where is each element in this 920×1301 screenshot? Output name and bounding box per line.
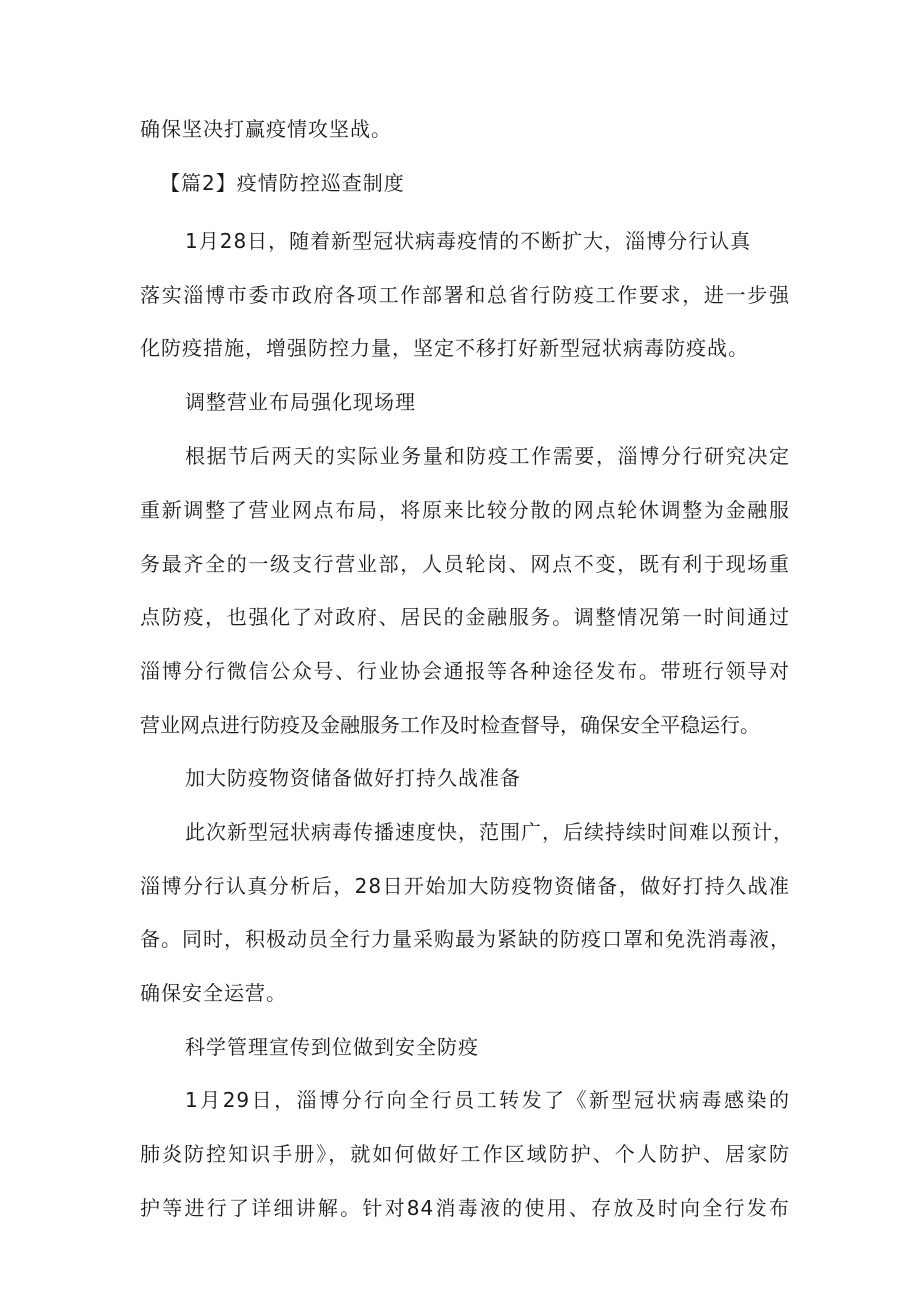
paragraph-line: 点防疫，也强化了对政府、居民的金融服务。调整情况第一时间通过 [140,605,790,629]
paragraph-line: 淄博分行微信公众号、行业协会通报等各种途径发布。带班行领导对 [140,659,790,683]
paragraph-line: 护等进行了详细讲解。针对84消毒液的使用、存放及时向全行发布 [140,1196,790,1220]
paragraph-line: 此次新型冠状病毒传播速度快，范围广，后续持续时间难以预计， [185,820,794,844]
paragraph-line: 化防疫措施，增强防控力量，坚定不移打好新型冠状病毒防疫战。 [140,336,749,360]
paragraph-line: 根据节后两天的实际业务量和防疫工作需要，淄博分行研究决定 [185,444,790,468]
paragraph-line: 1月29日，淄博分行向全行员工转发了《新型冠状病毒感染的 [185,1088,790,1112]
paragraph-line: 重新调整了营业网点布局，将原来比较分散的网点轮休调整为金融服 [140,498,790,522]
subsection-heading: 加大防疫物资储备做好打持久战准备 [185,766,521,790]
paragraph-line: 务最齐全的一级支行营业部，人员轮岗、网点不变，既有利于现场重 [140,552,790,576]
section-heading: 【篇2】疫情防控巡查制度 [160,171,405,195]
subsection-heading: 科学管理宣传到位做到安全防疫 [185,1035,479,1059]
paragraph-line: 肺炎防控知识手册》，就如何做好工作区域防护、个人防护、居家防 [140,1142,790,1166]
paragraph-line: 淄博分行认真分析后，28日开始加大防疫物资储备，做好打持久战准 [140,874,790,898]
paragraph-line: 确保安全运营。 [140,981,287,1005]
paragraph-line: 1月28日，随着新型冠状病毒疫情的不断扩大，淄博分行认真 [185,229,752,253]
paragraph-line: 营业网点进行防疫及金融服务工作及时检查督导，确保安全平稳运行。 [140,713,760,737]
paragraph-line: 确保坚决打赢疫情攻坚战。 [140,117,392,141]
subsection-heading: 调整营业布局强化现场理 [185,390,416,414]
paragraph-line: 备。同时，积极动员全行力量采购最为紧缺的防疫口罩和免洗消毒液， [140,927,791,951]
paragraph-line: 落实淄博市委市政府各项工作部署和总省行防疫工作要求，进一步强 [140,283,790,307]
